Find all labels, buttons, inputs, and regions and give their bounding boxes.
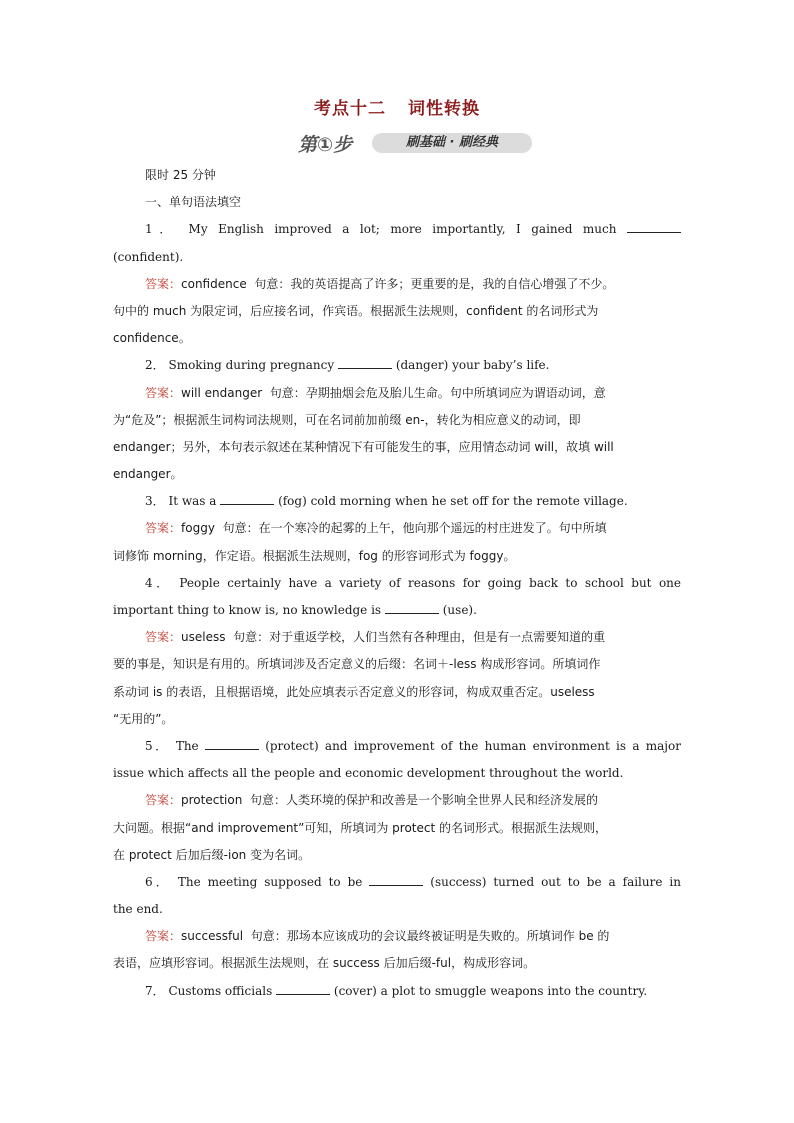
question-6: 6． The meeting supposed to be (success) turned out to be a failure in (145, 874, 681, 889)
explanation-line: “无用的”。 (113, 711, 174, 726)
answer-blank (205, 737, 259, 750)
answer-label: 答案： (145, 793, 182, 808)
page-title (0, 94, 794, 119)
answer-blank (369, 873, 423, 886)
answer-blank (276, 982, 330, 995)
answer-3: 答案：foggy 句意：在一个寒冷的起雾的上午，他向那个遥远的村庄进发了。句中所填 (145, 521, 607, 536)
step-label: 第①步 (298, 134, 353, 156)
explanation-line: endanger；另外，本句表示叙述在某种情况下有可能发生的事，应用情态动词 will，故填 will (113, 439, 614, 454)
answer-word: successful (181, 929, 244, 944)
answer-blank (220, 492, 274, 505)
explanation-line: 为“危及”；根据派生词构词法规则，可在名词前加前缀 en-，转化为相应意义的动词，即 (113, 412, 581, 427)
answer-word: will endanger (181, 385, 263, 400)
question-2: 2． Smoking during pregnancy (danger) your baby’s life. (145, 358, 550, 373)
answer-blank (385, 601, 439, 614)
answer-label: 答案： (145, 630, 182, 645)
explanation-line: 在 protect 后加后缀-ion 变为名词。 (113, 847, 311, 862)
question-1: 1． My English improved a lot; more importantly, I gained much (113, 216, 681, 243)
explanation-line: 词修饰 morning，作定语。根据派生法规则，fog 的形容词形式为 foggy。 (113, 548, 516, 563)
explanation-line: 句中的 much 为限定词，后应接名词，作宾语。根据派生法规则，confident 的名词形式为 (113, 303, 599, 318)
answer-word: protection (181, 793, 243, 808)
answer-blank (338, 356, 392, 369)
explanation-line: endanger。 (113, 467, 183, 482)
explanation-line: 系动词 is 的表语，且根据语境，此处应填表示否定意义的形容词，构成双重否定。useless (113, 684, 595, 699)
answer-label: 答案： (145, 385, 182, 400)
answer-5: 答案：protection 句意：人类环境的保护和改善是一个影响全世界人民和经济发展的 (145, 793, 598, 808)
time-limit: 限时 25 分钟 (145, 168, 216, 182)
explanation-line: 表语，应填形容词。根据派生法规则，在 success 后加后缀-ful，构成形容词。 (113, 956, 536, 971)
answer-2: 答案：will endanger 句意：孕期抽烟会危及胎儿生命。句中所填词应为谓语动词，意 (145, 385, 606, 400)
answer-1: 答案：confidence 句意：我的英语提高了许多；更重要的是，我的自信心增强了不少。 (145, 276, 615, 291)
answer-word: useless (181, 630, 226, 645)
title-topic-number: 考点十二 (314, 99, 386, 119)
question-text: My English improved a lot; more importantly, I gained much (188, 222, 617, 237)
explanation-line: confidence。 (113, 331, 191, 346)
answer-blank (627, 220, 681, 233)
answer-6: 答案：successful 句意：那场本应该成功的会议最终被证明是失败的。所填词作 be 的 (145, 929, 610, 944)
section-title: 一、单句语法填空 (145, 195, 242, 210)
title-topic-name: 词性转换 (408, 99, 480, 119)
question-6-cont: the end. (113, 902, 163, 917)
question-3: 3． It was a (fog) cold morning when he set off for the remote village. (145, 494, 628, 509)
answer-label: 答案： (145, 929, 182, 944)
answer-label: 答案： (145, 521, 182, 536)
answer-word: foggy (181, 521, 215, 536)
answer-word: confidence (181, 276, 247, 291)
question-1-cont: (confident). (113, 249, 184, 264)
question-5: 5． The (protect) and improvement of the human environment is a major (145, 738, 681, 753)
question-4: 4． People certainly have a variety of reasons for going back to school but one (145, 575, 681, 590)
explanation-line: 要的事是，知识是有用的。所填词涉及否定意义的后缀：名词＋-less 构成形容词。所填词作 (113, 657, 601, 672)
step-banner-pill: 刷基础 · 刷经典 (372, 133, 532, 153)
question-7: 7． Customs officials (cover) a plot to smuggle weapons into the country. (145, 983, 648, 998)
answer-4: 答案：useless 句意：对于重返学校，人们当然有各种理由，但是有一点需要知道的重 (145, 630, 606, 645)
answer-label: 答案： (145, 276, 182, 291)
question-5-cont: issue which affects all the people and economic development throughout the world. (113, 766, 624, 781)
exercise-content (113, 162, 681, 1005)
question-4-cont: important thing to know is, no knowledge is (use). (113, 603, 477, 617)
explanation-line: 大问题。根据“and improvement”可知，所填词为 protect 的名词形式。根据派生法规则， (113, 820, 607, 835)
